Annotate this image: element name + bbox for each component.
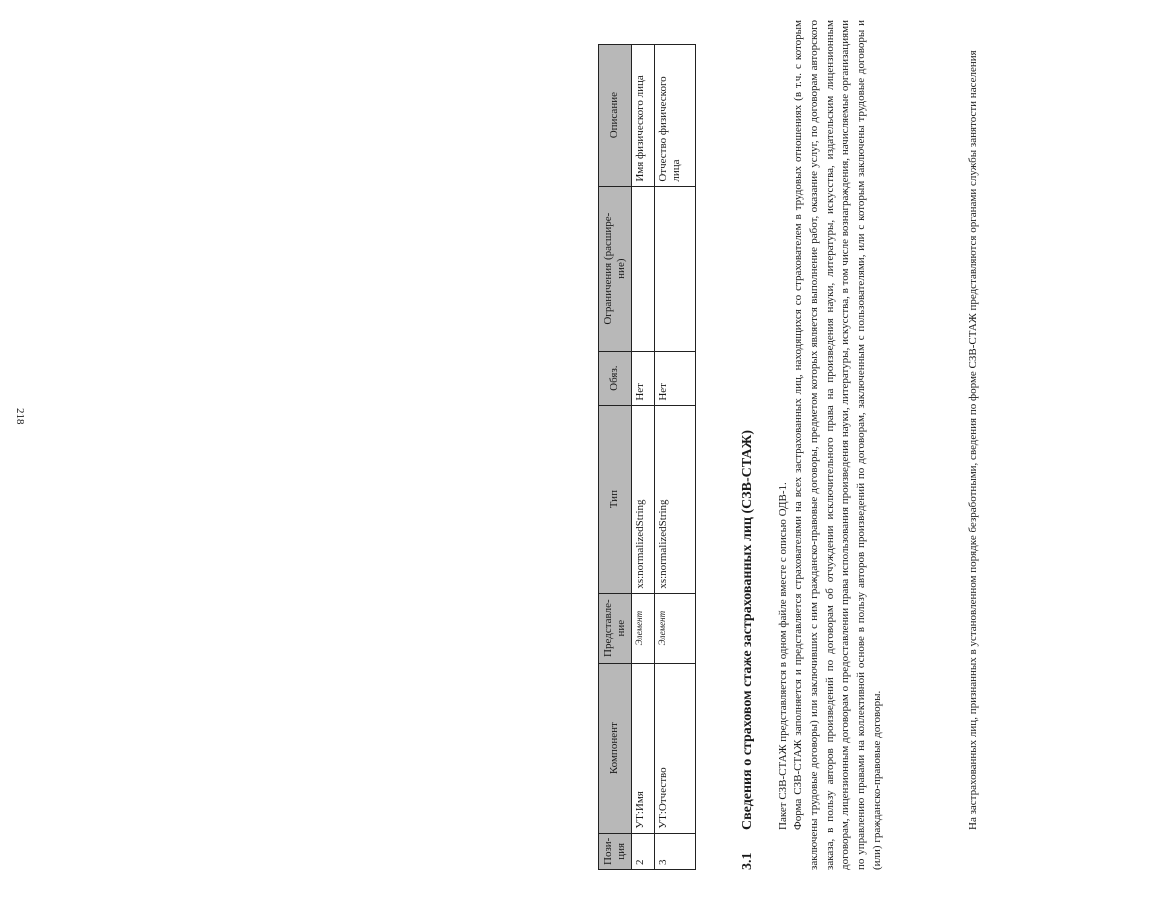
section-heading (740, 430, 756, 870)
header-required: Обяз. (599, 351, 632, 405)
header-position: Пози- ция (599, 833, 632, 869)
rotated-page-content (598, 20, 1158, 870)
header-description: Описание (599, 44, 632, 186)
paragraph: Форма СЗВ-СТАЖ заполняется и представляется страхователями на всех застрахованных лиц, находящихся со страхователем в трудовых отношениях (в т.ч. с которым заключены трудовые договоры) или заключивших с ним гражданско-правовые договоры, предметом которых является выполнение работ, оказание услуг, по договорам авторского заказа, в пользу авторов произведений по договорам об отчуждении исключительного права на произведения науки, литературы, искусства, издательским лицензионным договорам, лицензионным договорам о предоставлении права использования произведения науки, литературы, искусства, в том числе вознаграждения, начисляемые организациями по управлению правами на коллективной основе в пользу авторов произведений по договорам, заключенным с пользователями, или с которым заключены трудовые договоры и (или) гражданско-правовые договоры. (792, 20, 883, 870)
header-representation: Представле- ние (599, 593, 632, 663)
paragraph: На застрахованных лиц, признанных в установленном порядке безработными, сведения по форме СЗВ-СТАЖ представляются органами службы занятости населения (967, 50, 979, 830)
cell-component: УТ:Имя (632, 663, 655, 833)
cell-required: Нет (655, 351, 696, 405)
section-number: 3.1 (740, 852, 755, 870)
paragraph: Пакет СЗВ-СТАЖ представляется в одном файле вместе с описью ОДВ-1. (777, 482, 789, 830)
table-row (655, 44, 696, 869)
cell-type: xs:normalizedString (632, 405, 655, 593)
cell-description: Имя физического лица (632, 44, 655, 186)
header-component: Компонент (599, 663, 632, 833)
cell-component: УТ:Отчество (655, 663, 696, 833)
cell-restrictions (655, 186, 696, 351)
header-restrictions: Ограничения (расшире- ние) (599, 186, 632, 351)
cell-representation: Элемент (632, 593, 655, 663)
cell-restrictions (632, 186, 655, 351)
cell-type: xs:normalizedString (655, 405, 696, 593)
header-type: Тип (599, 405, 632, 593)
cell-position: 3 (655, 833, 696, 869)
cell-description: Отчество физического лица (655, 44, 696, 186)
page-number: 218 (14, 408, 26, 425)
schema-table (598, 44, 696, 870)
section-title: Сведения о страховом стаже застрахованных лиц (СЗВ-СТАЖ) (740, 430, 755, 830)
cell-representation: Элемент (655, 593, 696, 663)
table-header-row (599, 44, 632, 869)
cell-position: 2 (632, 833, 655, 869)
table-row (632, 44, 655, 869)
cell-required: Нет (632, 351, 655, 405)
